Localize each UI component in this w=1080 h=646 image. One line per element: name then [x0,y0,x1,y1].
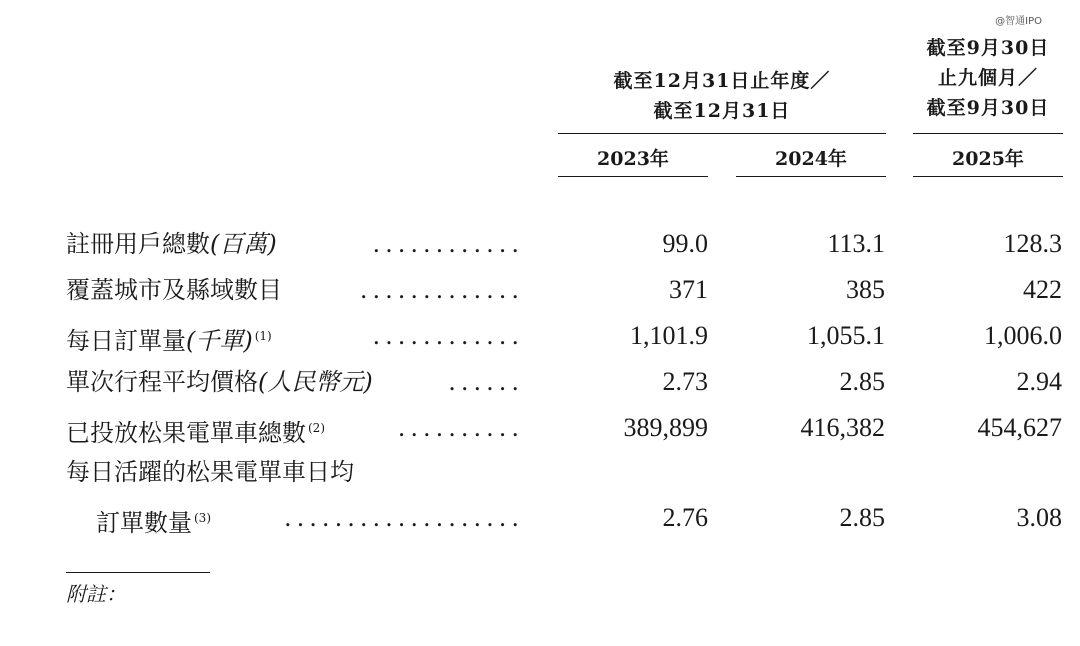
value-2023: 1,101.9 [630,321,708,350]
leader-dots: .......... [397,414,524,442]
leader-dots: ............ [372,322,524,350]
value-2025: 454,627 [977,413,1062,442]
row-label: 每日訂單量(千單) $^{(1)}$ [66,327,272,355]
value-2024: 416,382 [800,413,885,442]
value-2024: 1,055.1 [807,321,885,350]
year-rule [558,176,708,177]
value-2023: 389,899 [623,413,708,442]
value-2025: 2.94 [1016,367,1062,396]
value-2025: 3.08 [1016,503,1062,532]
value-2025: 422 [1023,275,1062,304]
year-rule [736,176,886,177]
value-2025: 128.3 [1003,229,1062,258]
leader-dots: ............ [372,230,524,258]
header-rule [558,133,886,134]
value-2024: 2.85 [839,503,885,532]
header-line: 截至9月30日 [926,97,1050,119]
notes-label: 附註： [66,582,126,606]
footnote-ref: (1) [254,329,272,343]
value-2023: 2.76 [662,503,708,532]
header-line: 止九個月／ [937,67,1038,89]
table-row [0,405,1080,451]
year-rule [913,176,1063,177]
table-row [0,221,1080,267]
table-row [0,449,1080,495]
value-2024: 2.85 [839,367,885,396]
row-label: 已投放松果電單車總數 $^{(2)}$ [66,419,325,447]
footnote-ref: (3) [194,511,211,525]
row-label: 單次行程平均價格(人民幣元) [66,368,373,396]
table-row [0,313,1080,359]
footnote-divider [66,572,210,573]
value-2023: 371 [669,275,708,304]
row-label: 覆蓋城市及縣域數目 [66,276,282,304]
year-2025: 2025年 [952,148,1024,170]
header-rule [913,133,1063,134]
header-year-ended [558,66,886,126]
value-2024: 385 [846,275,885,304]
leader-dots: ...... [448,368,524,396]
footnote-ref: (2) [308,421,325,435]
table-row [0,267,1080,313]
watermark: @智通IPO [995,16,1042,27]
value-2023: 2.73 [662,367,708,396]
header-line: 截至9月30日 [926,37,1050,59]
leader-dots: ............. [359,276,524,304]
header-nine-months [913,33,1063,123]
value-2025: 1,006.0 [984,321,1062,350]
value-2023: 99.0 [662,229,708,258]
header-line: 截至12月31日止年度／ [613,70,831,92]
row-label: 註冊用戶總數(百萬) [66,230,277,258]
row-label: 每日活躍的松果電單車日均 [66,458,354,486]
leader-dots: ................... [284,504,524,532]
year-2023: 2023年 [597,148,669,170]
table-row [0,495,1080,541]
year-2024: 2024年 [775,148,847,170]
header-line: 截至12月31日 [653,100,791,122]
value-2024: 113.1 [827,229,885,258]
table-row [0,359,1080,405]
row-label: 訂單數量 $^{(3)}$ [96,509,211,537]
